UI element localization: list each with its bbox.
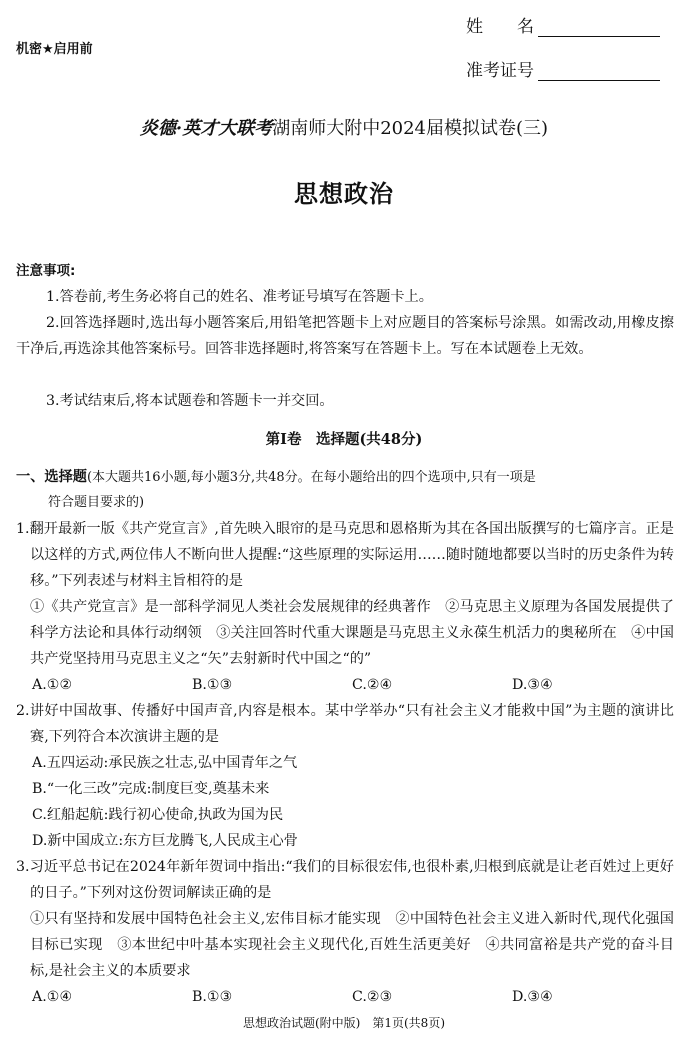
question-3-stem-text: 3.习近平总书记在2024年新年贺词中指出:“我们的目标很宏伟,也很朴素,归根到底就是让老百姓过上更好的日子。”下列对这份贺词解读正确的是	[16, 859, 674, 901]
section-heading: 第Ⅰ卷 选择题(共48分)	[265, 431, 423, 448]
part-desc-2: 符合题目要求的)	[48, 495, 145, 510]
question-2-option-c: C.红船起航:践行初心使命,执政为国为民	[32, 807, 284, 823]
question-1-stem-text: 1.翻开最新一版《共产党宣言》,首先映入眼帘的是马克思和恩格斯为其在各国出版撰写的七篇序言。正是以这样的方式,两位伟人不断向世人提醒:“这些原理的实际运用……随时随地都要以当时的历史条件为转移。”下列表述与材料主旨相符的是	[16, 521, 674, 589]
question-2-stem-text: 2.讲好中国故事、传播好中国声音,内容是根本。某中学举办“只有社会主义才能救中国”为主题的演讲比赛,下列符合本次演讲主题的是	[16, 703, 674, 745]
question-3-option-a: A.①④	[32, 989, 73, 1005]
question-1-option-b: B.①③	[192, 677, 233, 693]
part-desc-1: (本大题共16小题,每小题3分,共48分。在每小题给出的四个选项中,只有一项是	[86, 470, 536, 485]
part-label: 一、选择题	[16, 469, 87, 485]
exam-id-field	[466, 56, 660, 81]
question-1-options	[32, 672, 672, 698]
question-1-option-d: D.③④	[512, 677, 553, 693]
question-2-stem	[16, 698, 674, 750]
question-1-statements: ①《共产党宣言》是一部科学洞见人类社会发展规律的经典著作 ②马克思主义原理为各国发展提供了科学方法论和具体行动纲领 ③关注回答时代重大课题是马克思主义永葆生机活力的奥秘所在 ④中国共产党坚持用马克思主义之“矢”去射新时代中国之“的”	[30, 599, 674, 667]
notice-title: 注意事项:	[16, 263, 76, 279]
exam-title-rest: 湖南师大附中2024届模拟试卷(三)	[272, 118, 549, 139]
question-1-stem	[16, 516, 674, 594]
question-3-options	[32, 984, 672, 1010]
subject-title: 思想政治	[294, 180, 394, 208]
name-blank-line	[538, 18, 660, 37]
exam-id-label: 准考证号	[466, 61, 534, 81]
question-1-option-c: C.②④	[352, 677, 393, 693]
exam-id-blank-line	[538, 62, 660, 81]
question-3-statements: ①只有坚持和发展中国特色社会主义,宏伟目标才能实现 ②中国特色社会主义进入新时代,现代化强国目标已实现 ③本世纪中叶基本实现社会主义现代化,百姓生活更美好 ④共同富裕是共产党的奋斗目标,是社会主义的本质要求	[30, 911, 674, 979]
notice-item-2: 2.回答选择题时,选出每小题答案后,用铅笔把答题卡上对应题目的答案标号涂黑。如需改动,用橡皮擦干净后,再选涂其他答案标号。回答非选择题时,将答案写在答题卡上。写在本试题卷上无效。	[16, 315, 674, 357]
exam-brand: 炎德·英才大联考	[139, 118, 273, 139]
name-label: 姓 名	[466, 17, 534, 37]
name-field	[466, 12, 660, 37]
question-3-option-b: B.①③	[192, 989, 233, 1005]
question-3-option-c: C.②③	[352, 989, 393, 1005]
question-2-option-b: B.“一化三改”完成:制度巨变,奠基未来	[32, 781, 270, 797]
part-instructions	[16, 464, 676, 491]
question-1-option-a: A.①②	[32, 677, 73, 693]
confidential-label: 机密★启用前	[16, 42, 93, 57]
page-footer: 思想政治试题(附中版) 第1页(共8页)	[243, 1016, 445, 1030]
notice-item-3: 3.考试结束后,将本试题卷和答题卡一并交回。	[46, 393, 334, 409]
exam-title	[0, 114, 688, 140]
question-3-stem	[16, 854, 674, 906]
question-2-option-d: D.新中国成立:东方巨龙腾飞,人民成主心骨	[32, 833, 298, 849]
notice-item-1: 1.答卷前,考生务必将自己的姓名、准考证号填写在答题卡上。	[46, 289, 433, 305]
question-2-option-a: A.五四运动:承民族之壮志,弘中国青年之气	[32, 755, 298, 771]
question-3-option-d: D.③④	[512, 989, 553, 1005]
